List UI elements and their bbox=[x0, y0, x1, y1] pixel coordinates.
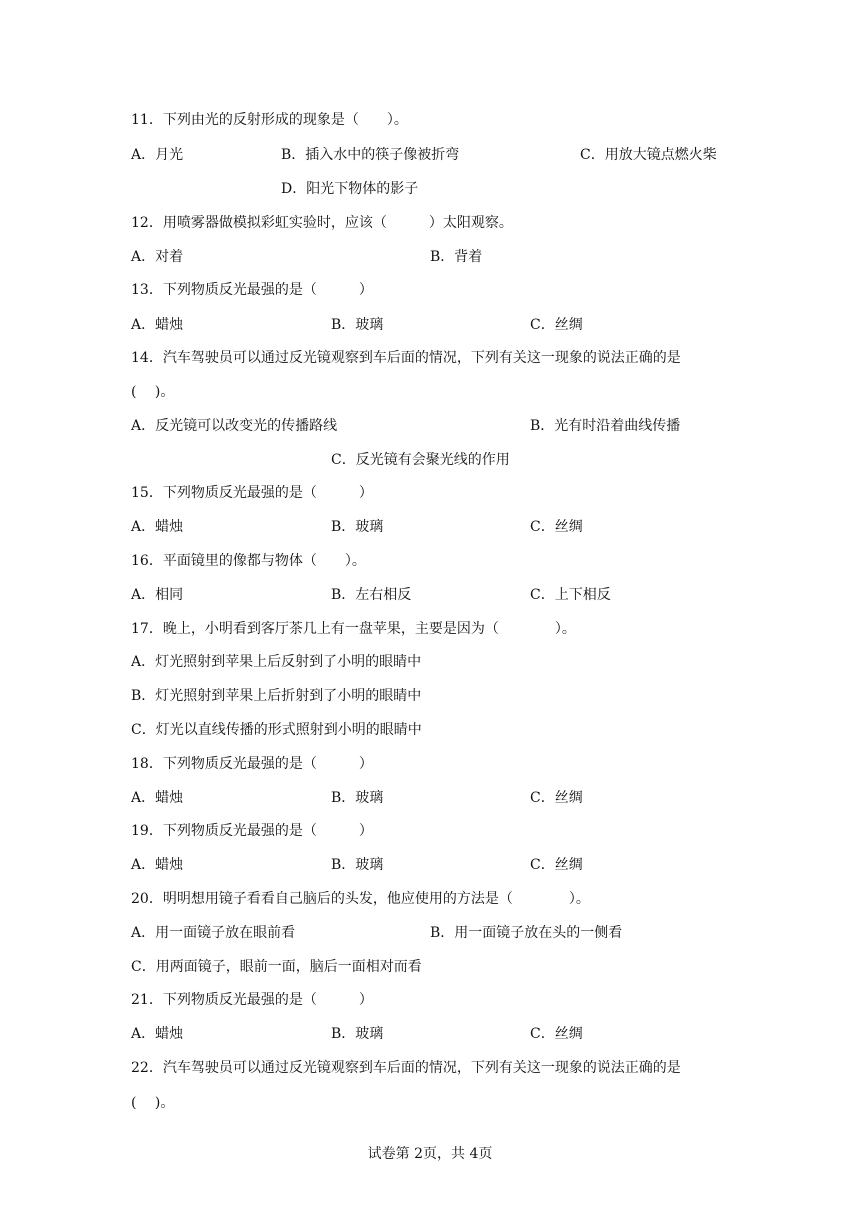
question-14-option-a: A．反光镜可以改变光的传播路线 bbox=[131, 418, 338, 434]
question-11-option-c: C．用放大镜点燃火柴 bbox=[580, 147, 717, 163]
question-21-option-b: B．玻璃 bbox=[331, 1026, 384, 1042]
question-19-option-a: A．蜡烛 bbox=[131, 857, 184, 873]
question-21-option-a: A．蜡烛 bbox=[131, 1026, 184, 1042]
question-14-option-c: C．反光镜有会聚光线的作用 bbox=[331, 452, 510, 468]
question-15-stem: 15．下列物质反光最强的是（ ） bbox=[131, 485, 373, 501]
question-21-stem: 21．下列物质反光最强的是（ ） bbox=[131, 992, 373, 1008]
question-14-option-b: B．光有时沿着曲线传播 bbox=[530, 418, 681, 434]
question-22-stem-continued: ( )。 bbox=[131, 1095, 175, 1111]
question-18-option-b: B．玻璃 bbox=[331, 790, 384, 806]
question-19-option-b: B．玻璃 bbox=[331, 857, 384, 873]
question-15-option-a: A．蜡烛 bbox=[131, 519, 184, 535]
question-18-option-c: C．丝绸 bbox=[530, 790, 583, 806]
question-16-stem: 16．平面镜里的像都与物体（ ）。 bbox=[131, 553, 366, 569]
question-13-stem: 13．下列物质反光最强的是（ ） bbox=[131, 282, 373, 298]
question-13-option-c: C．丝绸 bbox=[530, 317, 583, 333]
question-17-option-c: C．灯光以直线传播的形式照射到小明的眼睛中 bbox=[131, 722, 422, 738]
question-12-option-b: B．背着 bbox=[430, 249, 483, 265]
question-22-stem: 22．汽车驾驶员可以通过反光镜观察到车后面的情况，下列有关这一现象的说法正确的是 bbox=[131, 1060, 681, 1076]
question-18-option-a: A．蜡烛 bbox=[131, 790, 184, 806]
question-16-option-c: C．上下相反 bbox=[530, 587, 611, 603]
question-14-stem: 14．汽车驾驶员可以通过反光镜观察到车后面的情况，下列有关这一现象的说法正确的是 bbox=[131, 350, 681, 366]
question-11-option-a: A．月光 bbox=[131, 147, 184, 163]
question-12-option-a: A．对着 bbox=[131, 249, 184, 265]
question-13-option-a: A．蜡烛 bbox=[131, 317, 184, 333]
question-14-stem-continued: ( )。 bbox=[131, 384, 175, 400]
question-20-stem: 20．明明想用镜子看看自己脑后的头发，他应使用的方法是（ ）。 bbox=[131, 891, 590, 907]
question-19-option-c: C．丝绸 bbox=[530, 857, 583, 873]
question-16-option-b: B．左右相反 bbox=[331, 587, 412, 603]
question-19-stem: 19．下列物质反光最强的是（ ） bbox=[131, 823, 373, 839]
page-number-footer: 试卷第 2页，共 4页 bbox=[367, 1146, 493, 1162]
question-21-option-c: C．丝绸 bbox=[530, 1026, 583, 1042]
question-17-stem: 17．晚上，小明看到客厅茶几上有一盘苹果，主要是因为（ ）。 bbox=[131, 621, 576, 637]
question-16-option-a: A．相同 bbox=[131, 587, 184, 603]
question-18-stem: 18．下列物质反光最强的是（ ） bbox=[131, 756, 373, 772]
question-15-option-c: C．丝绸 bbox=[530, 519, 583, 535]
question-17-option-a: A．灯光照射到苹果上后反射到了小明的眼睛中 bbox=[131, 654, 422, 670]
question-17-option-b: B．灯光照射到苹果上后折射到了小明的眼睛中 bbox=[131, 688, 422, 704]
question-15-option-b: B．玻璃 bbox=[331, 519, 384, 535]
question-20-option-c: C．用两面镜子，眼前一面，脑后一面相对而看 bbox=[131, 959, 422, 975]
question-20-option-a: A．用一面镜子放在眼前看 bbox=[131, 925, 296, 941]
question-13-option-b: B．玻璃 bbox=[331, 317, 384, 333]
question-11-option-b: B．插入水中的筷子像被折弯 bbox=[281, 147, 460, 163]
question-11-stem: 11．下列由光的反射形成的现象是（ ）。 bbox=[131, 112, 408, 128]
question-11-option-d: D．阳光下物体的影子 bbox=[281, 181, 419, 197]
question-12-stem: 12．用喷雾器做模拟彩虹实验时，应该（ ）太阳观察。 bbox=[131, 215, 513, 231]
question-20-option-b: B．用一面镜子放在头的一侧看 bbox=[430, 925, 623, 941]
